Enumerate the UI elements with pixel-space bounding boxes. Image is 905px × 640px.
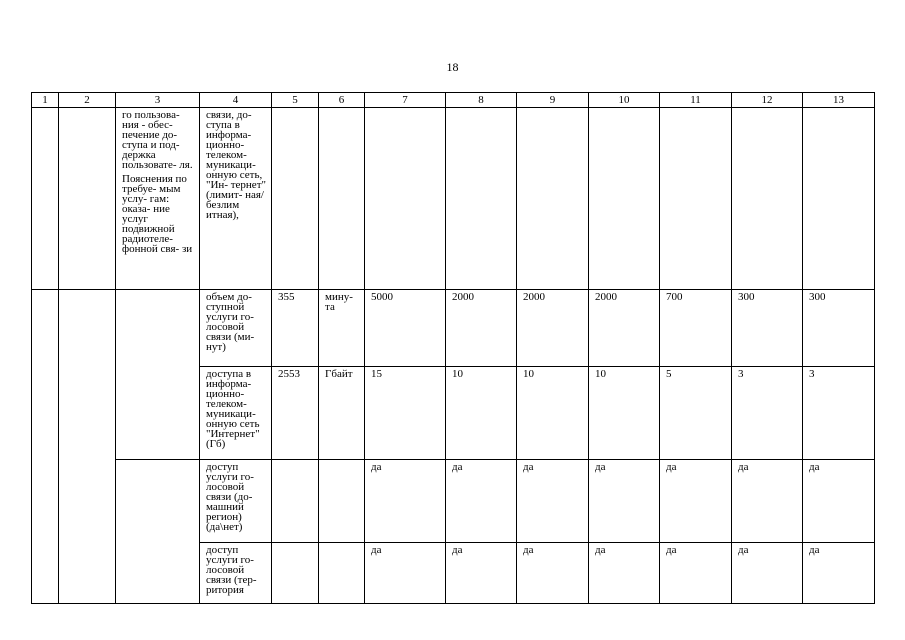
header-col-6: 6 [319,93,365,108]
services-table [31,92,875,604]
header-col-10: 10 [589,93,660,108]
table-cell [319,543,365,604]
header-col-1: 1 [32,93,59,108]
table-cell [32,290,59,604]
value-cell: 10 [517,367,589,460]
table-cell [272,108,319,290]
value-cell: 2000 [446,290,517,367]
page-number: 18 [446,60,459,74]
table-cell [517,108,589,290]
value-cell: да [803,460,875,543]
unit-cell: мину- та [319,290,365,367]
header-col-7: 7 [365,93,446,108]
table-cell [116,290,200,460]
table-cell [319,460,365,543]
value-cell: да [803,543,875,604]
value-cell: да [589,460,660,543]
okei-code-cell: 2553 [272,367,319,460]
value-cell: 700 [660,290,732,367]
value-cell: 15 [365,367,446,460]
header-col-13: 13 [803,93,875,108]
table-row [32,460,875,543]
service-explanation-text: Пояснения по требуе- мым услу- гам: оказа- ние услуг подвижной радиотеле- фонной свя- зи [122,173,193,255]
value-cell: да [446,460,517,543]
value-cell: 5 [660,367,732,460]
okei-code-cell: 355 [272,290,319,367]
characteristic-cell: объем до- ступной услуги го- лосовой связи (ми- нут) [200,290,272,367]
value-cell: да [732,543,803,604]
service-description-text: го пользова- ния - обес- печение до- ступа и под- держка пользовате- ля. [122,109,193,171]
header-col-3: 3 [116,93,200,108]
table-cell [116,460,200,604]
table-cell [59,108,116,290]
value-cell: 300 [732,290,803,367]
value-cell: 10 [589,367,660,460]
characteristic-cell: доступа в информа- ционно- телеком- муникаци- онную сеть "Интернет" (Гб) [200,367,272,460]
table-cell [59,290,116,604]
table-cell [272,460,319,543]
value-cell: 3 [803,367,875,460]
header-col-4: 4 [200,93,272,108]
table-cell [803,108,875,290]
header-col-12: 12 [732,93,803,108]
value-cell: 300 [803,290,875,367]
header-col-11: 11 [660,93,732,108]
value-cell: 2000 [589,290,660,367]
value-cell: да [517,543,589,604]
value-cell: 3 [732,367,803,460]
value-cell: да [517,460,589,543]
value-cell: 5000 [365,290,446,367]
value-cell: 2000 [517,290,589,367]
header-col-5: 5 [272,93,319,108]
service-description-cell [116,108,200,290]
table-cell [365,108,446,290]
header-col-8: 8 [446,93,517,108]
table-header-row [32,93,875,108]
characteristic-cell: связи, до- ступа в информа- ционно- телеком- муникаци- онную сеть, "Ин- тернет" (лимит- ная/безлим итная), [200,108,272,290]
table-cell [32,108,59,290]
value-cell: 10 [446,367,517,460]
unit-cell: Гбайт [319,367,365,460]
table-row [32,108,875,290]
value-cell: да [365,543,446,604]
value-cell: да [589,543,660,604]
table-cell [272,543,319,604]
table-cell [660,108,732,290]
characteristic-cell: доступ услуги го- лосовой связи (до- машний регион) (да\нет) [200,460,272,543]
table-cell [732,108,803,290]
value-cell: да [660,543,732,604]
table-cell [589,108,660,290]
value-cell: да [446,543,517,604]
value-cell: да [365,460,446,543]
table-cell [446,108,517,290]
value-cell: да [732,460,803,543]
table-cell [319,108,365,290]
characteristic-cell: доступ услуги го- лосовой связи (тер- ритория [200,543,272,604]
header-col-9: 9 [517,93,589,108]
table-row [32,290,875,367]
header-col-2: 2 [59,93,116,108]
value-cell: да [660,460,732,543]
